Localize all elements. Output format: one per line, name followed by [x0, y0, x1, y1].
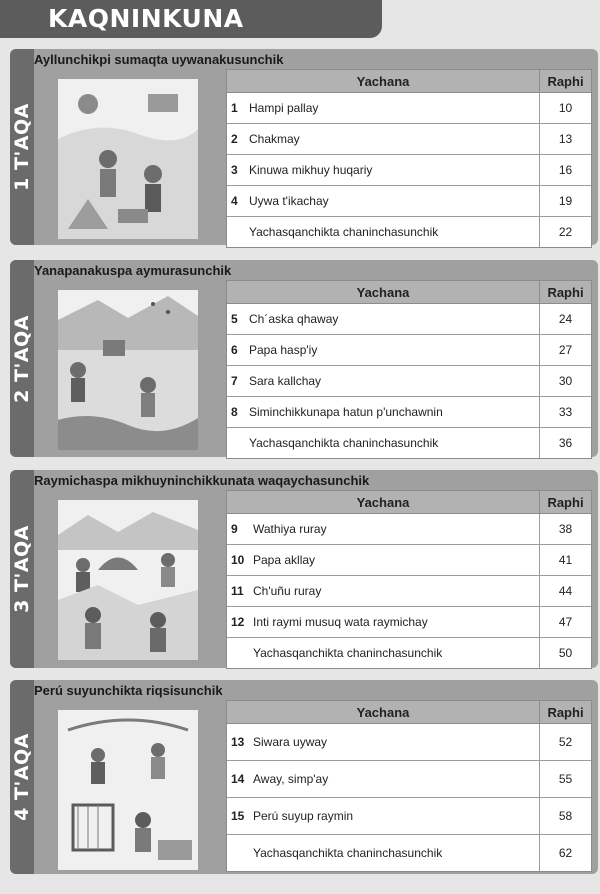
lesson-page: 55: [558, 772, 573, 786]
lesson-table: [226, 280, 592, 459]
lesson-title: Hampi pallay: [249, 101, 319, 115]
lesson-title: Yachasqanchikta chaninchasunchik: [253, 646, 443, 660]
lesson-table: [226, 700, 592, 872]
lesson-column-header: Yachana: [227, 701, 540, 723]
lesson-column-header: Yachana: [227, 491, 540, 513]
lesson-number: 14: [231, 772, 245, 786]
table-row[interactable]: [227, 396, 591, 427]
table-header: [227, 491, 591, 514]
table-row[interactable]: [227, 216, 591, 247]
lesson-page: 16: [558, 163, 573, 177]
lesson-number: 3: [231, 163, 238, 177]
lesson-title: Inti raymi musuq wata raymichay: [253, 615, 428, 629]
unit-tab: 2 T'AQA: [10, 260, 34, 457]
table-header: [227, 701, 591, 724]
weaving-scene-image: [58, 710, 198, 870]
lesson-page: 38: [558, 522, 573, 536]
page-column-header: Raphi: [547, 494, 584, 510]
page-header: [0, 0, 382, 38]
lesson-number: 10: [231, 553, 245, 567]
page-column-header: Raphi: [547, 73, 584, 89]
lesson-title: Yachasqanchikta chaninchasunchik: [249, 436, 439, 450]
farm-scene-image: [58, 79, 198, 239]
lesson-page: 30: [558, 374, 573, 388]
lesson-page: 22: [558, 225, 573, 239]
table-row[interactable]: [227, 365, 591, 396]
table-row[interactable]: [227, 544, 591, 575]
table-header: [227, 281, 591, 304]
table-row[interactable]: [227, 304, 591, 334]
lesson-number: 9: [231, 522, 238, 536]
lesson-number: 11: [231, 584, 244, 598]
lesson-page: 24: [558, 312, 573, 326]
lesson-number: 12: [231, 615, 245, 629]
lesson-title: Sara kallchay: [249, 374, 322, 388]
unit-title: Raymichaspa mikhuyninchikkunata waqaychasunchik: [34, 473, 370, 488]
lesson-number: 15: [231, 809, 245, 823]
unit-illustration: [58, 710, 198, 870]
unit-illustration: [58, 79, 198, 239]
unit-tab: 1 T'AQA: [10, 49, 34, 245]
lesson-title: Uywa t'ikachay: [249, 194, 329, 208]
table-row[interactable]: [227, 154, 591, 185]
table-row[interactable]: [227, 760, 591, 797]
table-row[interactable]: [227, 185, 591, 216]
lesson-title: Ch'uñu ruray: [253, 584, 322, 598]
unit-title: Perú suyunchikta riqsisunchik: [34, 683, 223, 698]
table-row[interactable]: [227, 834, 591, 871]
lesson-title: Chakmay: [249, 132, 300, 146]
table-row[interactable]: [227, 93, 591, 123]
lesson-number: 1: [231, 101, 238, 115]
table-row[interactable]: [227, 123, 591, 154]
lesson-number: 4: [231, 194, 238, 208]
lesson-title: Siminchikkunapa hatun p'unchawnin: [249, 405, 443, 419]
table-row[interactable]: [227, 797, 591, 834]
lesson-number: 2: [231, 132, 238, 146]
lesson-number: 5: [231, 312, 238, 326]
lesson-title: Siwara uyway: [253, 735, 328, 749]
table-row[interactable]: [227, 334, 591, 365]
table-row[interactable]: [227, 427, 591, 458]
unit-2: [10, 260, 598, 457]
lesson-number: 8: [231, 405, 238, 419]
table-row[interactable]: [227, 575, 591, 606]
table-row[interactable]: [227, 724, 591, 760]
lesson-page: 47: [558, 615, 573, 629]
lesson-page: 41: [558, 553, 573, 567]
lesson-title: Away, simp'ay: [253, 772, 329, 786]
festival-scene-image: [58, 500, 198, 660]
harvest-scene-image: [58, 290, 198, 450]
unit-1: [10, 49, 598, 245]
lesson-page: 19: [558, 194, 573, 208]
page-column-header: Raphi: [547, 704, 584, 720]
lesson-page: 36: [558, 436, 573, 450]
lesson-column-header: Yachana: [227, 70, 540, 92]
table-header: [227, 70, 591, 93]
lesson-page: 10: [558, 101, 573, 115]
unit-4: [10, 680, 598, 874]
lesson-title: Ch´aska qhaway: [249, 312, 339, 326]
lesson-number: 13: [231, 735, 245, 749]
lesson-page: 13: [558, 132, 573, 146]
unit-illustration: [58, 290, 198, 450]
lesson-number: 6: [231, 343, 238, 357]
lesson-number: 7: [231, 374, 238, 388]
lesson-title: Papa akllay: [253, 553, 316, 567]
page-column-header: Raphi: [547, 284, 584, 300]
lesson-title: Kinuwa mikhuy huqariy: [249, 163, 373, 177]
table-row[interactable]: [227, 606, 591, 637]
lesson-page: 50: [558, 646, 573, 660]
unit-3: [10, 470, 598, 668]
lesson-page: 62: [558, 846, 573, 860]
lesson-page: 58: [558, 809, 573, 823]
lesson-title: Wathiya ruray: [253, 522, 327, 536]
lesson-page: 27: [558, 343, 573, 357]
lesson-table: [226, 69, 592, 248]
table-row[interactable]: [227, 637, 591, 668]
unit-title: Yanapanakuspa aymurasunchik: [34, 263, 232, 278]
page-title: KAQNINKUNA: [48, 4, 244, 33]
lesson-page: 44: [558, 584, 573, 598]
lesson-page: 52: [558, 735, 573, 749]
lesson-title: Yachasqanchikta chaninchasunchik: [253, 846, 443, 860]
unit-tab: 4 T'AQA: [10, 680, 34, 874]
lesson-table: [226, 490, 592, 669]
lesson-title: Papa hasp'iy: [249, 343, 318, 357]
lesson-page: 33: [558, 405, 573, 419]
lesson-title: Yachasqanchikta chaninchasunchik: [249, 225, 439, 239]
table-row[interactable]: [227, 514, 591, 544]
unit-illustration: [58, 500, 198, 660]
unit-title: Ayllunchikpi sumaqta uywanakusunchik: [34, 52, 284, 67]
unit-tab: 3 T'AQA: [10, 470, 34, 668]
lesson-title: Perú suyup raymin: [253, 809, 354, 823]
lesson-column-header: Yachana: [227, 281, 540, 303]
